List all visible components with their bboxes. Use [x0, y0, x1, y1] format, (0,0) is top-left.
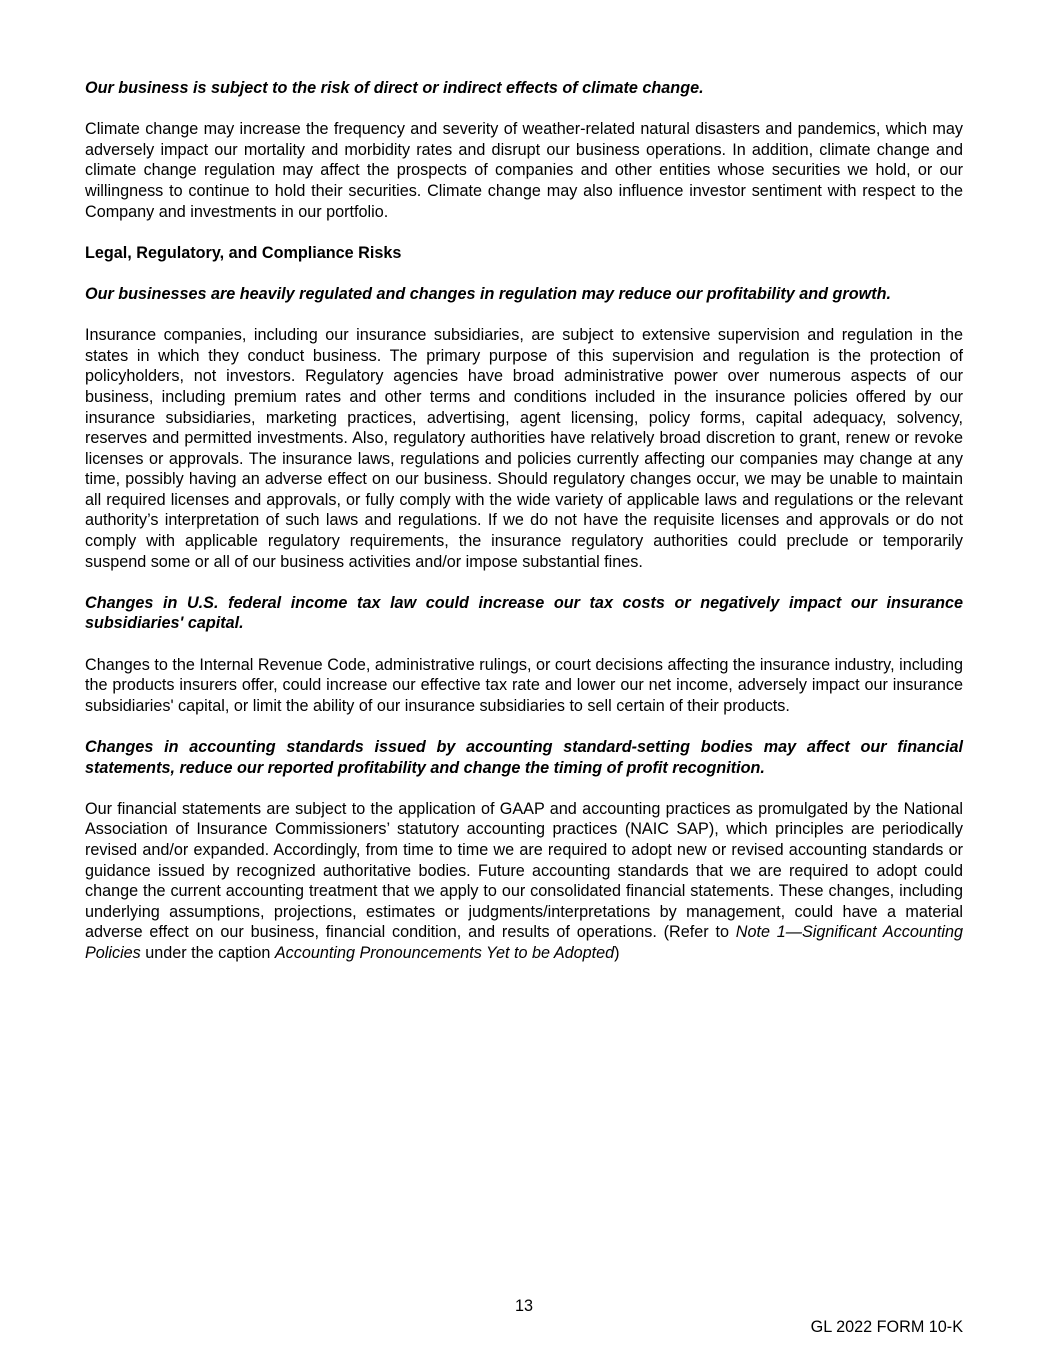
page-number: 13: [514, 1297, 533, 1315]
regulation-heading: Our businesses are heavily regulated and changes in regulation may reduce our profitability and growth.: [85, 284, 891, 303]
document-page: [85, 78, 963, 984]
form-label: GL 2022 FORM 10-K: [810, 1318, 963, 1336]
tax-heading: Changes in U.S. federal income tax law could increase our tax costs or negatively impact our insurance subsidiaries' capital.: [85, 593, 963, 633]
climate-paragraph: Climate change may increase the frequency and severity of weather-related natural disasters and pandemics, which may adversely impact our mortality and morbidity rates and disrupt our business operations. In addition, climate change and climate change regulation may affect the prospects of companies and other entities whose securities we hold, or our willingness to continue to hold their securities. Climate change may also influence investor sentiment with respect to the Company and investments in our portfolio.: [85, 120, 963, 221]
accounting-text-pre: Our financial statements are subject to the application of GAAP and accounting practices as promulgated by the National Association of Insurance Commissioners’ statutory accounting practices (NAIC SAP), which principles are periodically revised and/or expanded. Accordingly, from time to time we are required to adopt new or revised accounting standards or guidance issued by recognized authoritative bodies. Future accounting standards that we are required to adopt could change the current accounting treatment that we apply to our consolidated financial statements. These changes, including underlying assumptions, projections, estimates or judgments/interpretations by management, could have a material adverse effect on our business, financial condition, and results of operations. (Refer to: [85, 799, 963, 942]
regulation-paragraph: Insurance companies, including our insurance subsidiaries, are subject to extensive supervision and regulation in the states in which they conduct business. The primary purpose of this supervision and regulation is the protection of policyholders, not investors. Regulatory agencies have broad administrative power over numerous aspects of our business, including premium rates and other terms and conditions included in the insurance policies offered by our insurance subsidiaries, marketing practices, advertising, agent licensing, policy forms, capital adequacy, solvency, reserves and permitted investments. Also, regulatory authorities have relatively broad discretion to grant, renew or revoke licenses or approvals. The insurance laws, regulations and policies currently affecting our companies may change at any time, possibly having an adverse effect on our business. Should regulatory changes occur, we may be unable to maintain all required licenses and approvals, or fully comply with the wide variety of applicable laws and regulations or the relevant authority’s interpretation of such laws and regulations. If we do not have the requisite licenses and approvals or do not comply with applicable regulatory requirements, the insurance regulatory authorities could preclude or temporarily suspend some or all of our business activities and/or impose substantial fines.: [85, 326, 963, 571]
note-reference: Note 1—Significant Accounting Policies: [85, 923, 963, 962]
accounting-paragraph: [85, 799, 963, 964]
caption-reference: Accounting Pronouncements Yet to be Adopted: [274, 943, 615, 962]
legal-section-heading: Legal, Regulatory, and Compliance Risks: [85, 243, 402, 262]
accounting-text-post: ): [614, 943, 620, 962]
accounting-heading: Changes in accounting standards issued by accounting standard-setting bodies may affect our financial statements, reduce our reported profitability and change the timing of profit recognition.: [85, 738, 963, 777]
climate-heading: Our business is subject to the risk of direct or indirect effects of climate change.: [85, 79, 704, 97]
tax-paragraph: Changes to the Internal Revenue Code, administrative rulings, or court decisions affecting the insurance industry, including the products insurers offer, could increase our effective tax rate and lower our net income, adversely impact our insurance subsidiaries' capital, or limit the ability of our insurance subsidiaries to sell certain of their products.: [85, 655, 963, 715]
accounting-text-mid: under the caption: [140, 943, 275, 962]
